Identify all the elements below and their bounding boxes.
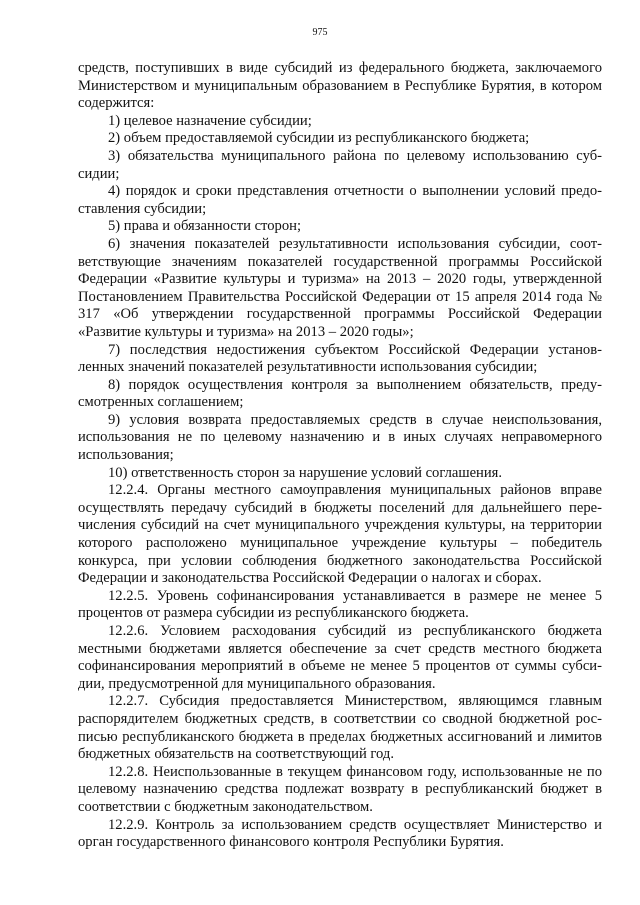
clause-12-2-4: 12.2.4. Органы местного самоуправления муниципальных районов вправе осуществлять передачу субсидий в бюджеты поселений для дальнейшего перечисления субсидий на счет муниципального учреждения культуры, на территории которого расположено муниципальное учреждение культуры – победитель конкурса, при условии соблюдения бюджетного законодательства Российской Федерации и законодательства Российской Федерации о налогах и сборах. <box>78 482 602 587</box>
clause-12-2-6: 12.2.6. Условием расходования субсидий из республиканского бюджета местными бюджетами является обеспечение за счет средств местного бюджета софинансирования мероприятий в объеме не менее 5 процентов от суммы субсидии, предусмотренной для муниципального образования. <box>78 623 602 692</box>
list-item-2: 2) объем предоставляемой субсидии из республиканского бюджета; <box>108 130 530 147</box>
list-item-5: 5) права и обязанности сторон; <box>108 218 301 235</box>
list-item-7: 7) последствия недостижения субъектом Российской Федерации установленных значений показателей результативности использования субсидии; <box>78 341 602 376</box>
list-item-9: 9) условия возврата предоставляемых средств в случае неиспользования, использования не по целевому назначению и в иных случаях неправомерного использования; <box>78 411 602 464</box>
list-item-6: 6) значения показателей результативности использования субсидии, соответствующие значениям показателей государственной программы Российской Федерации «Развитие культуры и туризма» на 2013 – 2020 годы, утвержденной Постановлением Правительства Российской Федерации от 15 апреля 2014 года № 317 «Об утверждении государственной программы Российской Федерации «Развитие культуры и туризма» на 2013 – 2020 годы»; <box>78 235 602 340</box>
page-number: 975 <box>312 27 328 38</box>
list-item-3: 3) обязательства муниципального района по целевому использованию субсидии; <box>78 147 602 182</box>
list-item-10: 10) ответственность сторон за нарушение условий соглашения. <box>108 464 503 481</box>
clause-12-2-9: 12.2.9. Контроль за использованием средств осуществляет Министерство и орган государственного финансового контроля Республики Бурятия. <box>78 816 602 851</box>
clause-12-2-7: 12.2.7. Субсидия предоставляется Министерством, являющимся главным распорядителем бюджетных средств, в соответствии со сводной бюджетной росписью республиканского бюджета в пределах бюджетных ассигнований и лимитов бюджетных обязательств на соответствующий год. <box>78 693 602 763</box>
paragraph-intro: средств, поступивших в виде субсидий из федерального бюджета, заключаемого Министерством и муниципальным образованием в Республике Бурятия, в котором содержится: <box>78 60 602 112</box>
list-item-4: 4) порядок и сроки представления отчетности о выполнении условий предоставления субсидии; <box>78 183 602 217</box>
list-item-1: 1) целевое назначение субсидии; <box>108 112 312 129</box>
clause-12-2-8: 12.2.8. Неиспользованные в текущем финансовом году, использованные не по целевому назначению средства подлежат возврату в республиканский бюджет в соответствии с бюджетным законодательством. <box>78 763 602 815</box>
list-item-8: 8) порядок осуществления контроля за выполнением обязательств, предусмотренных соглашением; <box>78 376 602 411</box>
document-body <box>78 60 602 852</box>
clause-12-2-5: 12.2.5. Уровень софинансирования устанавливается в размере не менее 5 процентов от размера субсидии из республиканского бюджета. <box>78 587 602 622</box>
